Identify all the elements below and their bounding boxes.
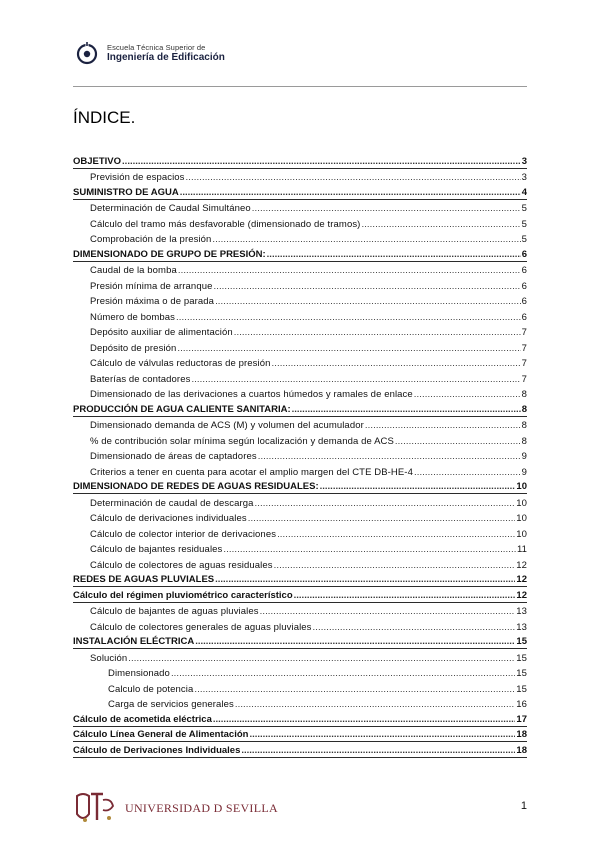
toc-entry-label: Depósito auxiliar de alimentación (90, 327, 233, 338)
toc-entry[interactable] (73, 184, 527, 200)
toc-entry-label: Determinación de caudal de descarga (90, 497, 254, 509)
toc-dot-leader (176, 312, 521, 324)
toc-entry-page: 3 (521, 155, 527, 167)
toc-entry[interactable] (73, 711, 527, 727)
toc-dot-leader (186, 172, 521, 184)
toc-entry-page: 8 (521, 389, 527, 400)
toc-entry-page: 8 (521, 403, 527, 415)
toc-entry-label: Cálculo Línea General de Alimentación (73, 729, 249, 740)
toc-entry-label: REDES DE AGUAS PLUVIALES (73, 574, 215, 585)
toc-entry-page: 10 (516, 528, 527, 540)
toc-entry[interactable] (73, 293, 527, 309)
toc-entry[interactable] (73, 262, 527, 278)
toc-entry-label: SUMINISTRO DE AGUA (73, 186, 179, 198)
page-number: 1 (520, 800, 527, 812)
toc-entry-page: 10 (516, 497, 527, 509)
university-name: UNIVERSIDAD D SEVILLA (125, 801, 278, 815)
toc-dot-leader (277, 529, 515, 541)
toc-entry-label: Número de bombas (90, 311, 176, 323)
toc-entry[interactable] (73, 339, 527, 355)
toc-entry[interactable] (73, 324, 527, 340)
toc-dot-leader (365, 420, 521, 432)
toc-entry-label: Cálculo de válvulas reductoras de presión (90, 358, 271, 369)
toc-entry-label: Comprobación de la presión (90, 234, 212, 245)
toc-dot-leader (194, 684, 515, 696)
toc-entry[interactable] (73, 727, 527, 743)
toc-entry-page: 3 (521, 172, 527, 183)
toc-dot-leader (361, 219, 520, 231)
toc-entry[interactable] (73, 696, 527, 712)
toc-dot-leader (395, 436, 521, 448)
toc-entry-page: 7 (521, 327, 527, 338)
toc-entry-page: 13 (516, 621, 527, 633)
toc-entry-page: 18 (516, 729, 527, 740)
toc-entry-page: 5 (521, 203, 527, 214)
toc-entry[interactable] (73, 386, 527, 402)
toc-dot-leader (271, 358, 520, 370)
toc-entry-label: Cálculo de colectores de aguas residuales (90, 559, 273, 571)
toc-entry-label: Presión mínima de arranque (90, 280, 213, 292)
toc-entry[interactable] (73, 463, 527, 479)
toc-entry-label: PRODUCCIÓN DE AGUA CALIENTE SANITARIA: (73, 403, 291, 415)
school-name-line1: Escuela Técnica Superior de (107, 43, 206, 52)
toc-entry-page: 9 (521, 466, 527, 478)
page-header (76, 40, 526, 70)
toc-entry[interactable] (73, 448, 527, 464)
toc-entry-page: 17 (516, 713, 527, 725)
toc-dot-leader (313, 622, 516, 634)
toc-entry[interactable] (73, 246, 527, 262)
toc-entry-label: Baterías de contadores (90, 373, 191, 385)
toc-entry[interactable] (73, 572, 527, 588)
toc-entry-page: 10 (516, 481, 527, 492)
toc-entry-label: Depósito de presión (90, 342, 177, 354)
toc-entry[interactable] (73, 215, 527, 231)
toc-entry[interactable] (73, 277, 527, 293)
toc-entry-label: Cálculo del régimen pluviométrico característico (73, 589, 293, 601)
toc-entry[interactable] (73, 494, 527, 510)
toc-dot-leader (128, 653, 515, 665)
toc-entry-label: Cálculo del tramo más desfavorable (dimensionado de tramos) (90, 218, 361, 230)
toc-entry-label: Dimensionado (108, 668, 170, 679)
toc-entry-label: Cálculo de colector interior de derivaciones (90, 528, 277, 540)
toc-dot-leader (171, 668, 515, 680)
toc-entry-label: Cálculo de bajantes de aguas pluviales (90, 606, 259, 617)
toc-entry-page: 6 (521, 265, 527, 276)
toc-entry-label: Caudal de la bomba (90, 265, 177, 276)
toc-entry[interactable] (73, 665, 527, 681)
school-logo-icon (76, 42, 98, 66)
toc-entry[interactable] (73, 308, 527, 324)
toc-entry-label: Dimensionado de las derivaciones a cuartos húmedos y ramales de enlace (90, 389, 413, 400)
toc-entry-label: Determinación de Caudal Simultáneo (90, 203, 251, 214)
toc-dot-leader (215, 296, 521, 308)
toc-dot-leader (215, 574, 515, 586)
toc-entry-label: Criterios a tener en cuenta para acotar el amplio margen del CTE DB-HE-4 (90, 466, 413, 478)
toc-entry-label: Calculo de potencia (108, 683, 194, 695)
toc-dot-leader (241, 745, 515, 757)
toc-dot-leader (260, 606, 516, 618)
toc-dot-leader (235, 699, 515, 711)
toc-dot-leader (234, 327, 521, 339)
toc-dot-leader (213, 281, 520, 293)
toc-entry-label: Dimensionado demanda de ACS (M) y volumen del acumulador (90, 420, 364, 431)
toc-dot-leader (255, 498, 516, 510)
toc-entry[interactable] (73, 587, 527, 603)
toc-dot-leader (292, 404, 521, 416)
toc-entry[interactable] (73, 355, 527, 371)
toc-dot-leader (195, 636, 515, 648)
toc-entry-page: 6 (521, 296, 527, 307)
toc-dot-leader (252, 203, 521, 215)
toc-entry-page: 6 (521, 311, 527, 323)
toc-entry[interactable] (73, 510, 527, 526)
toc-dot-leader (249, 729, 515, 741)
toc-dot-leader (178, 265, 521, 277)
toc-entry-label: INSTALACIÓN ELÉCTRICA (73, 636, 195, 647)
toc-entry-label: OBJETIVO (73, 155, 122, 167)
toc-entry[interactable] (73, 231, 527, 247)
toc-dot-leader (294, 590, 516, 602)
toc-dot-leader (177, 343, 520, 355)
toc-entry-page: 11 (516, 544, 527, 555)
toc-entry[interactable] (73, 525, 527, 541)
toc-dot-leader (248, 513, 515, 525)
toc-entry-label: Solución (90, 652, 128, 664)
toc-entry[interactable] (73, 479, 527, 495)
toc-dot-leader (212, 234, 520, 246)
toc-entry-page: 15 (516, 652, 527, 664)
toc-entry-label: Previsión de espacios (90, 172, 185, 183)
toc-dot-leader (414, 389, 521, 401)
toc-entry-page: 6 (521, 280, 527, 292)
toc-entry-page: 6 (521, 248, 527, 260)
toc-entry-label: Presión máxima o de parada (90, 296, 215, 307)
toc-entry-page: 7 (521, 373, 527, 385)
toc-entry-page: 16 (516, 699, 527, 710)
toc-entry[interactable] (73, 634, 527, 650)
toc-entry-page: 18 (516, 744, 527, 756)
toc-dot-leader (223, 544, 516, 556)
toc-entry[interactable] (73, 200, 527, 216)
toc-entry-label: Cálculo de derivaciones individuales (90, 513, 247, 524)
toc-dot-leader (191, 374, 520, 386)
toc-entry[interactable] (73, 432, 527, 448)
toc-entry-label: DIMENSIONADO DE GRUPO DE PRESIÓN: (73, 248, 266, 260)
toc-entry-page: 15 (516, 668, 527, 679)
toc-entry-label: Cálculo de bajantes residuales (90, 544, 223, 555)
toc-entry[interactable] (73, 417, 527, 433)
toc-dot-leader (320, 481, 516, 493)
toc-entry-page: 7 (521, 342, 527, 354)
table-of-contents (73, 153, 527, 758)
toc-entry-page: 12 (516, 574, 527, 585)
toc-entry[interactable] (73, 603, 527, 619)
toc-dot-leader (122, 156, 521, 168)
university-seal-icon (73, 790, 117, 826)
toc-entry-label: Carga de servicios generales (108, 699, 234, 710)
toc-entry[interactable] (73, 541, 527, 557)
toc-dot-leader (213, 714, 516, 726)
toc-entry[interactable] (73, 169, 527, 185)
index-title: ÍNDICE. (73, 108, 136, 127)
toc-dot-leader (274, 560, 516, 572)
toc-dot-leader (267, 249, 521, 261)
toc-entry-page: 9 (521, 451, 527, 462)
toc-entry-page: 10 (516, 513, 527, 524)
toc-entry-page: 5 (521, 218, 527, 230)
toc-entry-page: 13 (516, 606, 527, 617)
toc-entry-page: 12 (516, 589, 527, 601)
toc-dot-leader (180, 187, 521, 199)
toc-entry[interactable] (73, 370, 527, 386)
toc-entry-page: 12 (516, 559, 527, 571)
toc-entry[interactable] (73, 649, 527, 665)
toc-entry-label: DIMENSIONADO DE REDES DE AGUAS RESIDUALES: (73, 481, 319, 492)
toc-entry-page: 8 (521, 420, 527, 431)
toc-entry[interactable] (73, 742, 527, 758)
toc-entry-page: 15 (516, 683, 527, 695)
toc-entry-page: 8 (521, 435, 527, 447)
toc-entry[interactable] (73, 556, 527, 572)
toc-entry[interactable] (73, 153, 527, 169)
page-footer (73, 790, 527, 830)
toc-entry[interactable] (73, 618, 527, 634)
toc-entry-page: 7 (521, 358, 527, 369)
header-divider (73, 86, 527, 87)
toc-entry-label: % de contribución solar mínima según localización y demanda de ACS (90, 435, 394, 447)
toc-entry[interactable] (73, 401, 527, 417)
toc-entry-page: 15 (516, 636, 527, 647)
toc-entry[interactable] (73, 680, 527, 696)
toc-entry-label: Cálculo de colectores generales de aguas pluviales (90, 621, 312, 633)
school-name-line2: Ingeniería de Edificación (107, 52, 225, 63)
toc-dot-leader (414, 467, 521, 479)
toc-dot-leader (258, 451, 521, 463)
toc-entry-page: 4 (521, 186, 527, 198)
toc-entry-page: 5 (521, 234, 527, 245)
toc-entry-label: Cálculo de Derivaciones Individuales (73, 744, 241, 756)
toc-entry-label: Cálculo de acometida eléctrica (73, 713, 212, 725)
toc-entry-label: Dimensionado de áreas de captadores (90, 451, 257, 462)
